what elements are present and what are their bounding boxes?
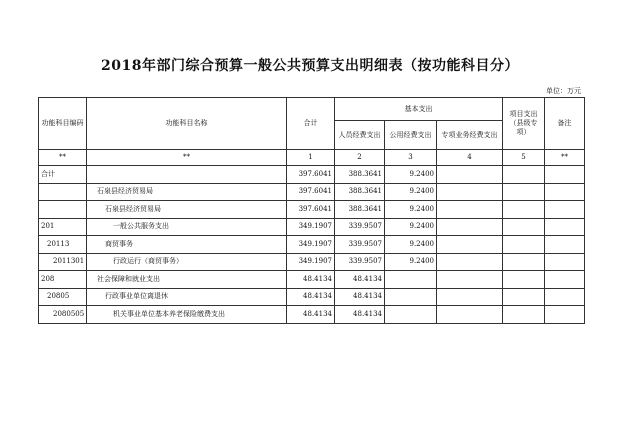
cell-personnel: 48.4134 [335,271,385,289]
page-title: 2018年部门综合预算一般公共预算支出明细表（按功能科目分） [101,58,519,74]
cell-code: 20113 [39,236,87,254]
cell-name: 石泉县经济贸易局 [87,201,287,219]
cell-special [437,288,503,306]
cell-special [437,306,503,324]
table-row [39,201,585,219]
header-total: 合计 [287,98,335,150]
marker-cell: ** [545,150,585,166]
cell-name: 商贸事务 [87,236,287,254]
cell-name: 行政事业单位离退休 [87,288,287,306]
cell-total: 397.6041 [287,166,335,184]
cell-personnel: 388.3641 [335,201,385,219]
marker-cell: 4 [437,150,503,166]
table-row [39,183,585,201]
header-basic: 基本支出 [335,98,503,121]
cell-public [385,288,437,306]
cell-public: 9.2400 [385,218,437,236]
cell-special [437,253,503,271]
table-row [39,271,585,289]
cell-special [437,201,503,219]
marker-cell: 1 [287,150,335,166]
cell-name: 社会保障和就业支出 [87,271,287,289]
cell-public: 9.2400 [385,183,437,201]
header-public: 公用经费支出 [385,121,437,150]
cell-total: 48.4134 [287,306,335,324]
cell-special [437,166,503,184]
cell-personnel: 388.3641 [335,166,385,184]
cell-project [503,218,545,236]
cell-remark [545,236,585,254]
header-name: 功能科目名称 [87,98,287,150]
table-row [39,166,585,184]
cell-total: 397.6041 [287,183,335,201]
cell-name: 机关事业单位基本养老保险缴费支出 [87,306,287,324]
unit-label: 单位：万元 [546,87,581,95]
cell-special [437,183,503,201]
cell-total: 349.1907 [287,236,335,254]
cell-code: 2080505 [39,306,87,324]
header-code: 功能科目编码 [39,98,87,150]
cell-code [39,183,87,201]
table-row [39,306,585,324]
cell-project [503,306,545,324]
header-project: 项目支出（县级专项） [503,98,545,150]
cell-code: 20805 [39,288,87,306]
cell-code: 201 [39,218,87,236]
cell-code: 2011301 [39,253,87,271]
cell-special [437,236,503,254]
table-row [39,218,585,236]
cell-public: 9.2400 [385,166,437,184]
cell-personnel: 388.3641 [335,183,385,201]
header-remark: 备注 [545,98,585,150]
marker-cell: ** [39,150,87,166]
cell-total: 48.4134 [287,271,335,289]
cell-remark [545,306,585,324]
marker-cell: 3 [385,150,437,166]
marker-cell: 5 [503,150,545,166]
cell-public: 9.2400 [385,253,437,271]
cell-total: 349.1907 [287,253,335,271]
cell-code: 208 [39,271,87,289]
cell-project [503,201,545,219]
header-row [39,98,585,121]
cell-personnel: 339.9507 [335,236,385,254]
marker-cell: 2 [335,150,385,166]
cell-public: 9.2400 [385,236,437,254]
cell-name: 一般公共服务支出 [87,218,287,236]
expenditure-table [38,97,585,324]
cell-total: 349.1907 [287,218,335,236]
table-row [39,253,585,271]
cell-personnel: 339.9507 [335,253,385,271]
cell-project [503,253,545,271]
cell-remark [545,166,585,184]
cell-project [503,166,545,184]
cell-code: 合计 [39,166,87,184]
cell-project [503,236,545,254]
cell-remark [545,218,585,236]
cell-code [39,201,87,219]
cell-remark [545,271,585,289]
cell-name [87,166,287,184]
cell-project [503,271,545,289]
cell-personnel: 339.9507 [335,218,385,236]
marker-cell: ** [87,150,287,166]
marker-row [39,150,585,166]
cell-special [437,271,503,289]
cell-project [503,288,545,306]
cell-remark [545,253,585,271]
cell-public: 9.2400 [385,201,437,219]
cell-total: 397.6041 [287,201,335,219]
table-row [39,236,585,254]
cell-personnel: 48.4134 [335,288,385,306]
cell-name: 行政运行（商贸事务） [87,253,287,271]
table-row [39,288,585,306]
header-special-ops: 专项业务经费支出 [437,121,503,150]
cell-total: 48.4134 [287,288,335,306]
cell-public [385,271,437,289]
cell-remark [545,288,585,306]
cell-personnel: 48.4134 [335,306,385,324]
header-personnel: 人员经费支出 [335,121,385,150]
cell-project [503,183,545,201]
cell-name: 石泉县经济贸易局 [87,183,287,201]
cell-remark [545,183,585,201]
cell-public [385,306,437,324]
cell-special [437,218,503,236]
cell-remark [545,201,585,219]
